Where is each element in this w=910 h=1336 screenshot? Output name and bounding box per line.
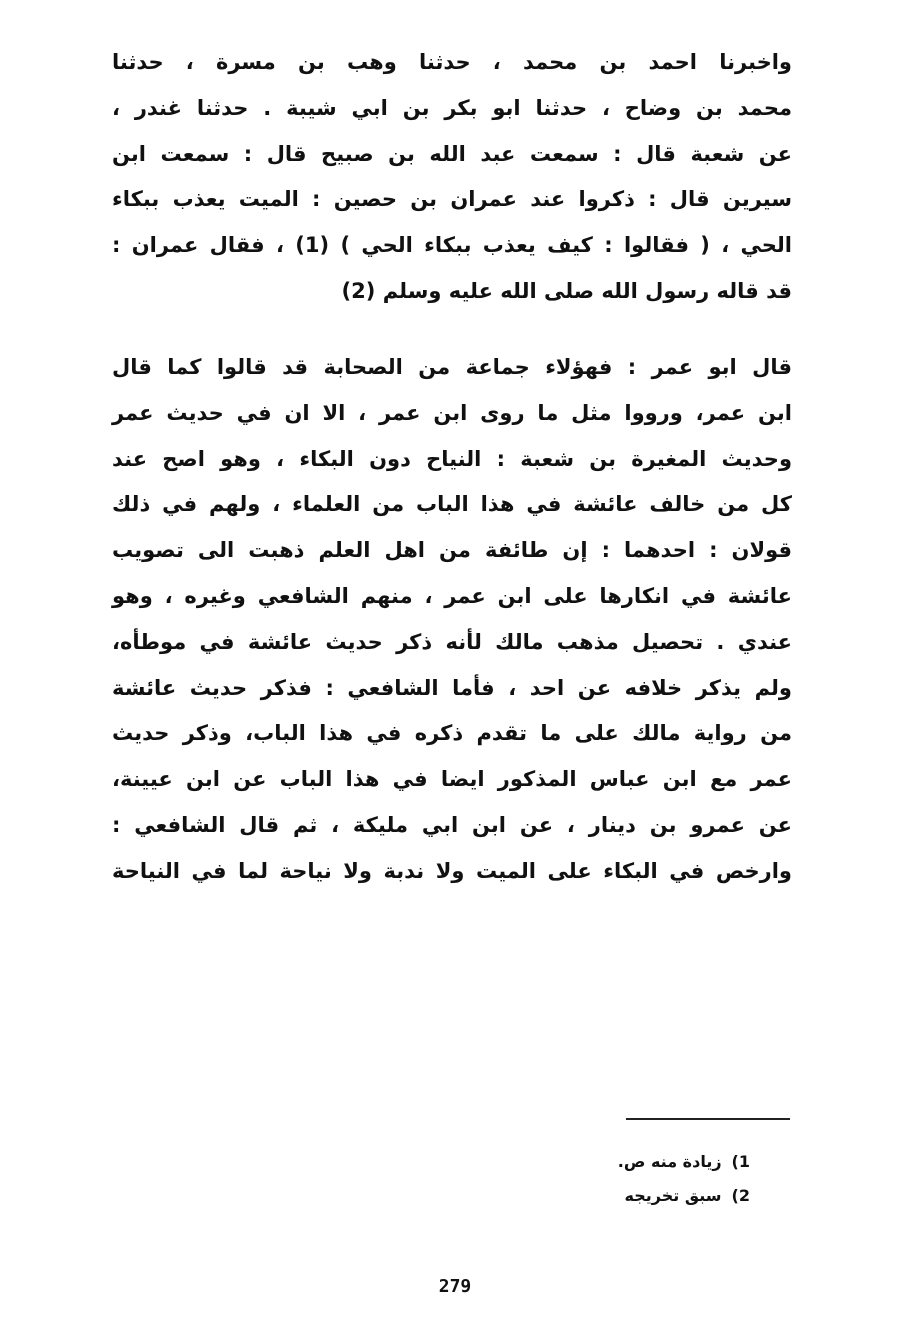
footnote-divider	[626, 1118, 790, 1120]
text-line: من رواية مالك على ما تقدم ذكره في هذا الباب، وذكر حديث	[112, 721, 792, 746]
text-line: ابن عمر، ورووا مثل ما روى ابن عمر ، الا ان في حديث عمر	[112, 400, 792, 425]
text-line: ولم يذكر خلافه عن احد ، فأما الشافعي : فذكر حديث عائشة	[112, 675, 792, 700]
text-line: عندي . تحصيل مذهب مالك لأنه ذكر حديث عائشة في موطأه،	[112, 629, 792, 654]
footnote-text: زيادة منه ص.	[617, 1152, 722, 1171]
text-line: الحي ، ( فقالوا : كيف يعذب ببكاء الحي ) (1) ، فقال عمران :	[112, 233, 792, 258]
text-line: محمد بن وضاح ، حدثنا ابو بكر بن ابي شيبة . حدثنا غندر ،	[112, 95, 792, 120]
page-number: 279	[438, 1276, 472, 1297]
paragraph-2	[112, 345, 792, 895]
footnotes	[618, 1145, 750, 1213]
text-line: سيرين قال : ذكروا عند عمران بن حصين : الميت يعذب ببكاء	[112, 187, 792, 212]
footnote-text: سبق تخريجه	[624, 1186, 722, 1205]
text-line: عائشة في انكارها على ابن عمر ، منهم الشافعي وغيره ، وهو	[112, 583, 792, 608]
text-line: عن عمرو بن دينار ، عن ابن ابي مليكة ، ثم قال الشافعي :	[112, 812, 792, 837]
text-line: قال ابو عمر : فهؤلاء جماعة من الصحابة قد قالوا كما قال	[112, 355, 792, 379]
text-line: وارخص في البكاء على الميت ولا ندبة ولا نياحة لما في النياحة	[112, 858, 792, 883]
text-line: عمر مع ابن عباس المذكور ايضا في هذا الباب عن ابن عيينة،	[112, 767, 792, 792]
text-line: كل من خالف عائشة في هذا الباب من العلماء ، ولهم في ذلك	[112, 492, 792, 517]
footnote-item	[618, 1145, 750, 1179]
text-line: واخبرنا احمد بن محمد ، حدثنا وهب بن مسرة ، حدثنا	[112, 50, 792, 74]
footnote-item	[618, 1179, 750, 1213]
footnote-number: 2)	[731, 1186, 750, 1205]
paragraph-1	[112, 40, 792, 315]
text-line: عن شعبة قال : سمعت عبد الله بن صبيح قال : سمعت ابن	[112, 141, 792, 166]
footnote-number: 1)	[731, 1152, 750, 1171]
text-line: قد قاله رسول الله صلى الله عليه وسلم (2)	[341, 278, 792, 303]
text-line: قولان : احدهما : إن طائفة من اهل العلم ذهبت الى تصويب	[112, 538, 792, 563]
text-line: وحديث المغيرة بن شعبة : النياح دون البكاء ، وهو اصح عند	[112, 446, 792, 471]
